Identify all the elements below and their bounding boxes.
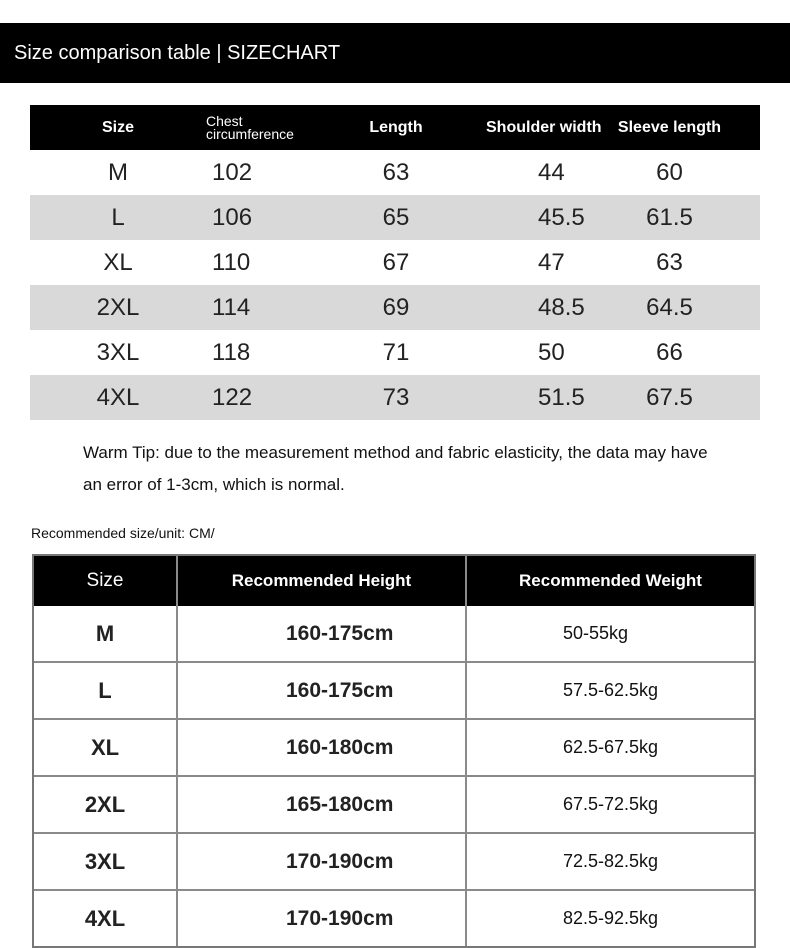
table-row bbox=[30, 285, 760, 330]
rec-size-cell: L bbox=[34, 663, 178, 718]
table-row bbox=[30, 375, 760, 420]
table-row bbox=[34, 606, 754, 661]
length-cell: 67 bbox=[382, 248, 410, 276]
chest-cell: 110 bbox=[212, 248, 251, 276]
rec-height-cell: 160-180cm bbox=[178, 720, 467, 775]
shoulder-cell: 44 bbox=[538, 158, 565, 186]
table-row bbox=[30, 240, 760, 285]
length-cell: 65 bbox=[382, 203, 410, 231]
rec-size-cell: M bbox=[34, 606, 178, 661]
sleeve-cell: 64.5 bbox=[646, 293, 693, 321]
rec-height-cell: 170-190cm bbox=[178, 891, 467, 946]
sleeve-cell: 60 bbox=[656, 158, 683, 186]
size-cell: 4XL bbox=[96, 383, 140, 411]
warm-tip: Warm Tip: due to the measurement method and fabric elasticity, the data may have an error of 1-3cm, which is normal. bbox=[83, 443, 708, 494]
size-cell: M bbox=[108, 158, 128, 186]
rec-col-header-height: Recommended Height bbox=[178, 556, 467, 606]
header-title: Size comparison table | SIZECHART bbox=[0, 23, 790, 83]
shoulder-cell: 51.5 bbox=[538, 383, 585, 411]
rec-weight-cell: 67.5-72.5kg bbox=[563, 794, 659, 814]
col-header-chest-line2: circumference bbox=[206, 125, 294, 142]
length-cell: 73 bbox=[382, 383, 410, 411]
table-row bbox=[34, 832, 754, 889]
shoulder-cell: 47 bbox=[538, 248, 565, 276]
rec-height-cell: 165-180cm bbox=[178, 777, 467, 832]
recommended-label: Recommended size/unit: CM/ bbox=[31, 525, 215, 541]
chest-cell: 118 bbox=[212, 338, 251, 366]
chest-cell: 122 bbox=[212, 383, 253, 411]
col-header-shoulder: Shoulder width bbox=[486, 118, 602, 136]
rec-col-header-size: Size bbox=[34, 556, 178, 606]
rec-size-cell: 2XL bbox=[34, 777, 178, 832]
table-row bbox=[34, 775, 754, 832]
shoulder-cell: 48.5 bbox=[538, 293, 585, 321]
rec-weight-cell: 62.5-67.5kg bbox=[563, 737, 659, 757]
size-cell: 2XL bbox=[96, 293, 140, 321]
rec-col-header-weight: Recommended Weight bbox=[519, 571, 702, 590]
recommended-header-row bbox=[34, 556, 754, 606]
rec-weight-cell: 57.5-62.5kg bbox=[563, 680, 659, 700]
table-row bbox=[34, 718, 754, 775]
size-cell: 3XL bbox=[96, 338, 140, 366]
rec-size-cell: 3XL bbox=[34, 834, 178, 889]
table-row bbox=[30, 195, 760, 240]
table-row bbox=[34, 889, 754, 946]
chest-cell: 114 bbox=[212, 293, 251, 321]
shoulder-cell: 45.5 bbox=[538, 203, 585, 231]
col-header-sleeve: Sleeve length bbox=[617, 118, 722, 136]
length-cell: 63 bbox=[382, 158, 410, 186]
rec-weight-cell: 82.5-92.5kg bbox=[563, 908, 659, 928]
rec-weight-cell: 72.5-82.5kg bbox=[563, 851, 659, 871]
length-cell: 71 bbox=[382, 338, 410, 366]
rec-height-cell: 160-175cm bbox=[178, 606, 467, 661]
size-cell: L bbox=[111, 203, 125, 231]
table-row bbox=[30, 150, 760, 195]
rec-height-cell: 170-190cm bbox=[178, 834, 467, 889]
rec-size-cell: 4XL bbox=[34, 891, 178, 946]
table-row bbox=[34, 661, 754, 718]
col-header-size: Size bbox=[101, 118, 134, 136]
size-chart-header-row bbox=[30, 105, 760, 150]
rec-size-cell: XL bbox=[34, 720, 178, 775]
length-cell: 69 bbox=[382, 293, 410, 321]
chest-cell: 102 bbox=[212, 158, 253, 186]
col-header-chest bbox=[206, 112, 306, 142]
size-cell: XL bbox=[103, 248, 133, 276]
sleeve-cell: 66 bbox=[656, 338, 683, 366]
sleeve-cell: 63 bbox=[656, 248, 683, 276]
col-header-length: Length bbox=[369, 118, 423, 136]
rec-weight-cell: 50-55kg bbox=[563, 623, 629, 643]
recommended-table bbox=[32, 554, 756, 948]
size-chart-table bbox=[30, 105, 760, 420]
sleeve-cell: 67.5 bbox=[646, 383, 693, 411]
sleeve-cell: 61.5 bbox=[646, 203, 693, 231]
table-row bbox=[30, 330, 760, 375]
col-header-chest-line1: Chest bbox=[206, 112, 243, 129]
rec-height-cell: 160-175cm bbox=[178, 663, 467, 718]
chest-cell: 106 bbox=[212, 203, 253, 231]
shoulder-cell: 50 bbox=[538, 338, 565, 366]
